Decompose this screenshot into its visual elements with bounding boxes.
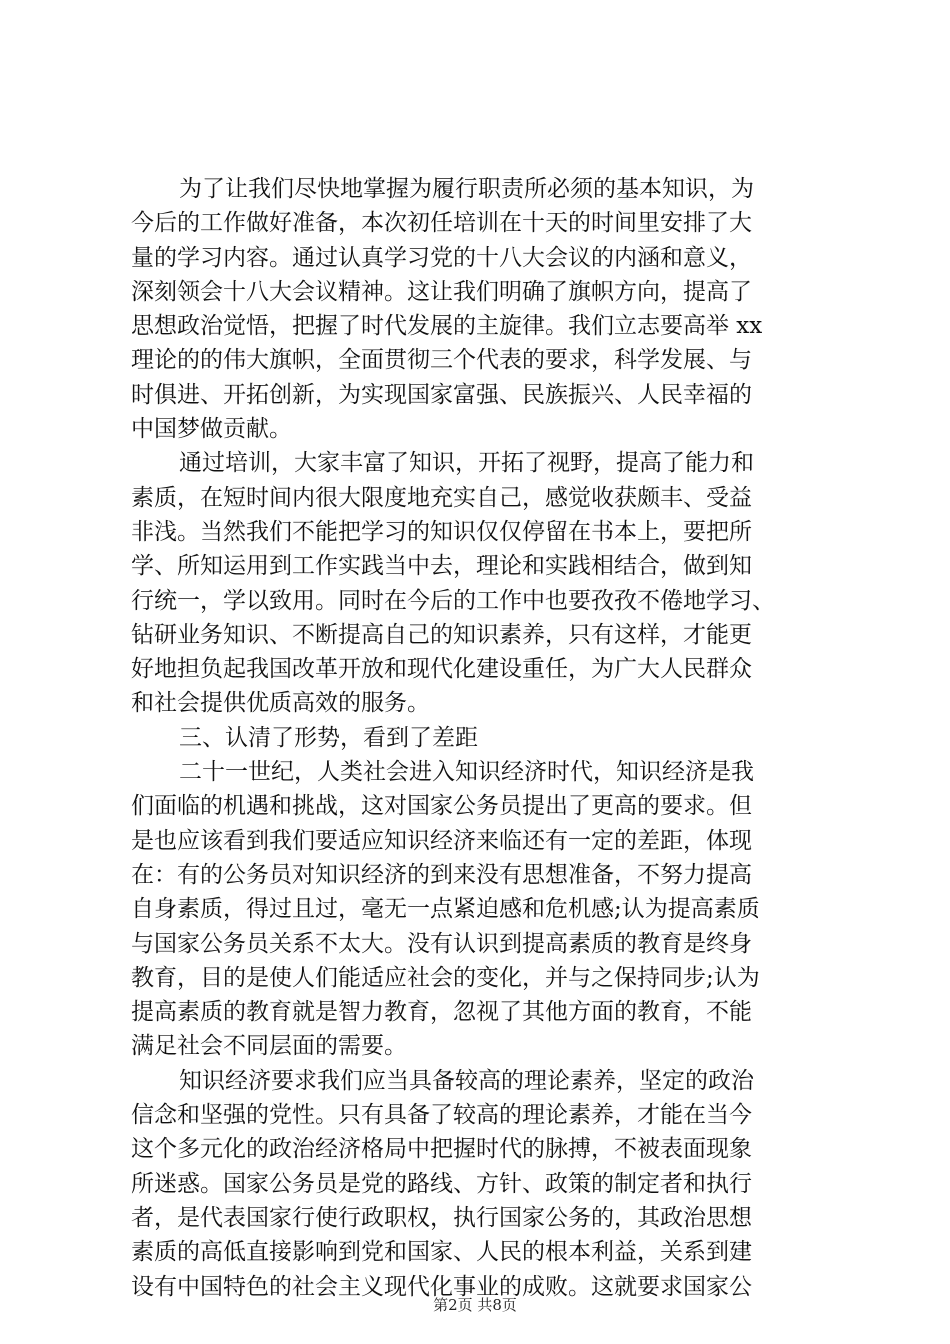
text-line: 钻研业务知识、不断提高自己的知识素养，只有这样，才能更 <box>131 621 752 648</box>
text-line: 思想政治觉悟，把握了时代发展的主旋律。我们立志要高举 xx <box>131 313 763 340</box>
text-line: 学、所知运用到工作实践当中去，理论和实践相结合，做到知 <box>131 553 752 580</box>
text-line: 二十一世纪，人类社会进入知识经济时代，知识经济是我 <box>179 759 754 786</box>
text-line: 所迷惑。国家公务员是党的路线、方针、政策的制定者和执行 <box>131 1170 752 1197</box>
text-line: 素质的高低直接影响到党和国家、人民的根本利益，关系到建 <box>131 1239 752 1266</box>
text-line: 们面临的机遇和挑战，这对国家公务员提出了更高的要求。但 <box>131 793 752 820</box>
text-line: 提高素质的教育就是智力教育，忽视了其他方面的教育，不能 <box>131 999 752 1026</box>
text-line: 行统一，学以致用。同时在今后的工作中也要孜孜不倦地学习、 <box>131 587 775 614</box>
body-text <box>131 172 831 1304</box>
text-line: 中国梦做贡献。 <box>131 416 292 443</box>
text-line: 深刻领会十八大会议精神。这让我们明确了旗帜方向，提高了 <box>131 278 752 305</box>
text-line: 和社会提供优质高效的服务。 <box>131 690 430 717</box>
page-footer: 第2页 共8页 <box>433 1296 517 1314</box>
text-line: 设有中国特色的社会主义现代化事业的成败。这就要求国家公 <box>131 1273 752 1300</box>
text-line: 非浅。当然我们不能把学习的知识仅仅停留在书本上，要把所 <box>131 518 752 545</box>
text-line: 三、认清了形势，看到了差距 <box>179 724 478 751</box>
text-line: 今后的工作做好准备，本次初任培训在十天的时间里安排了大 <box>131 210 752 237</box>
text-line: 在：有的公务员对知识经济的到来没有思想准备，不努力提高 <box>131 861 752 888</box>
text-line: 与国家公务员关系不太大。没有认识到提高素质的教育是终身 <box>131 930 752 957</box>
text-line: 知识经济要求我们应当具备较高的理论素养，坚定的政治 <box>179 1067 754 1094</box>
text-line: 者，是代表国家行使行政职权，执行国家公务的，其政治思想 <box>131 1204 752 1231</box>
text-line: 这个多元化的政治经济格局中把握时代的脉搏，不被表面现象 <box>131 1136 752 1163</box>
text-line: 素质，在短时间内很大限度地充实自己，感觉收获颇丰、受益 <box>131 484 752 511</box>
text-line: 是也应该看到我们要适应知识经济来临还有一定的差距，体现 <box>131 827 752 854</box>
text-line: 为了让我们尽快地掌握为履行职责所必须的基本知识，为 <box>179 176 754 202</box>
text-line: 量的学习内容。通过认真学习党的十八大会议的内涵和意义， <box>131 244 752 271</box>
text-line: 理论的的伟大旗帜，全面贯彻三个代表的要求，科学发展、与 <box>131 347 752 374</box>
text-line: 满足社会不同层面的需要。 <box>131 1033 407 1060</box>
text-line: 好地担负起我国改革开放和现代化建设重任，为广大人民群众 <box>131 656 752 683</box>
text-line: 信念和坚强的党性。只有具备了较高的理论素养，才能在当今 <box>131 1102 752 1129</box>
text-line: 通过培训，大家丰富了知识，开拓了视野，提高了能力和 <box>179 450 754 477</box>
text-line: 自身素质，得过且过，毫无一点紧迫感和危机感;认为提高素质 <box>131 896 760 923</box>
text-line: 教育，目的是使人们能适应社会的变化，并与之保持同步;认为 <box>131 964 760 991</box>
text-line: 时俱进、开拓创新，为实现国家富强、民族振兴、人民幸福的 <box>131 381 752 408</box>
